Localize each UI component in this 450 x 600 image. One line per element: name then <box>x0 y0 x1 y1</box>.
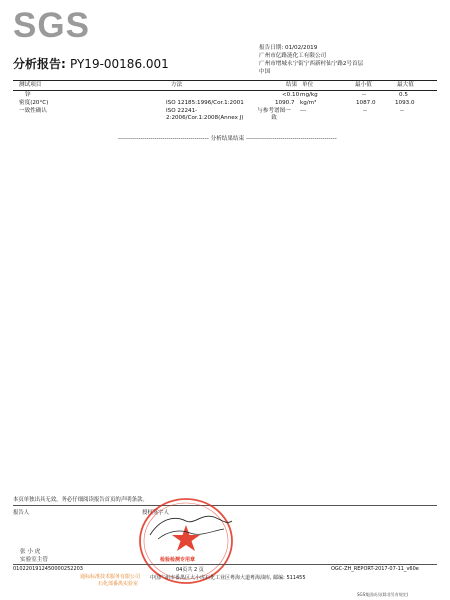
report-date-label: 报告日期: <box>259 45 284 51</box>
row-result: 与参考谱图一致 <box>257 108 291 121</box>
report-number: PY19-00186.001 <box>70 57 169 71</box>
authorizer-label: 授权签字人 <box>142 510 169 516</box>
signer-name: 张 小 虎 <box>20 549 41 555</box>
row-min: 1087.0 <box>356 100 376 106</box>
row-item: 锌 <box>25 92 31 98</box>
row-max: 1093.0 <box>395 100 415 106</box>
row-unit: kg/m³ <box>300 100 317 106</box>
sgs-logo-text: SGS <box>13 6 90 45</box>
sgs-group-member-note: SGS集团成员(除非另有规定) <box>357 592 409 597</box>
row-max: -- <box>400 108 405 114</box>
header-max: 最大值 <box>397 82 414 88</box>
branch-address: 中国广州市番禺区大小虎石化工业区粤海大道粤海油库, 邮编: 511455 <box>150 575 306 581</box>
header-unit: 单位 <box>302 82 314 88</box>
document-number: 0102201912450000252203 <box>13 566 83 572</box>
row-item: 一致性确认 <box>19 108 47 114</box>
client-country: 中国 <box>259 69 271 75</box>
header-item: 测试项目 <box>19 82 42 88</box>
header-min: 最小值 <box>355 82 372 88</box>
signer-title: 实验室主管 <box>20 557 48 563</box>
report-date-line <box>259 44 363 52</box>
row-result: <0.10 <box>282 92 300 98</box>
validity-note: 本页单独出具无效，务必仔细阅读报告首页的声明条款。 <box>13 497 148 503</box>
row-unit: mg/kg <box>300 92 318 98</box>
branch-info <box>80 574 141 588</box>
header-method: 方法 <box>171 82 183 88</box>
row-result: 1090.7 <box>275 100 295 106</box>
branch-name: 通标标准技术服务有限公司 <box>80 574 141 580</box>
client-company: 广州市亿路涟化工有限公司 <box>259 53 327 59</box>
row-method: ISO 12185:1996/Cor.1:2001 <box>166 100 244 106</box>
client-address: 广州市增城永宁街宁西新村仙宁路2号首层 <box>259 61 364 67</box>
report-title-label: 分析报告: <box>13 57 66 71</box>
report-date: 01/02/2019 <box>285 45 318 51</box>
table-top-rule <box>13 80 437 81</box>
page-indicator: 04页共 2 页 <box>176 567 204 573</box>
signer-block <box>20 548 48 564</box>
stamp-text: 检验检测专用章 <box>160 557 196 563</box>
branch-sub: 石化部番禺实验室 <box>97 581 138 587</box>
report-title <box>13 55 169 72</box>
header-result: 结果 <box>286 82 298 88</box>
sgs-logo <box>13 6 99 46</box>
row-unit: --- <box>300 108 307 114</box>
reporter-label: 报告人 <box>13 510 30 516</box>
row-min: -- <box>363 108 368 114</box>
row-item: 密度(20°C) <box>19 100 49 106</box>
footer-mid-rule <box>13 564 437 565</box>
row-max: 0.5 <box>399 92 408 98</box>
report-meta <box>259 44 363 76</box>
row-method: ISO 22241-2:2006/Cor.1:2008(Annex J) <box>166 108 244 121</box>
results-end-marker: --------------------------------------------- 分析结果结束 --------------------------------------------- <box>118 136 337 142</box>
report-format-code: OGC-ZH_REPORT-2017-07-11_v60e <box>331 566 419 572</box>
row-min: -- <box>362 92 367 98</box>
table-header-rule <box>13 90 437 91</box>
